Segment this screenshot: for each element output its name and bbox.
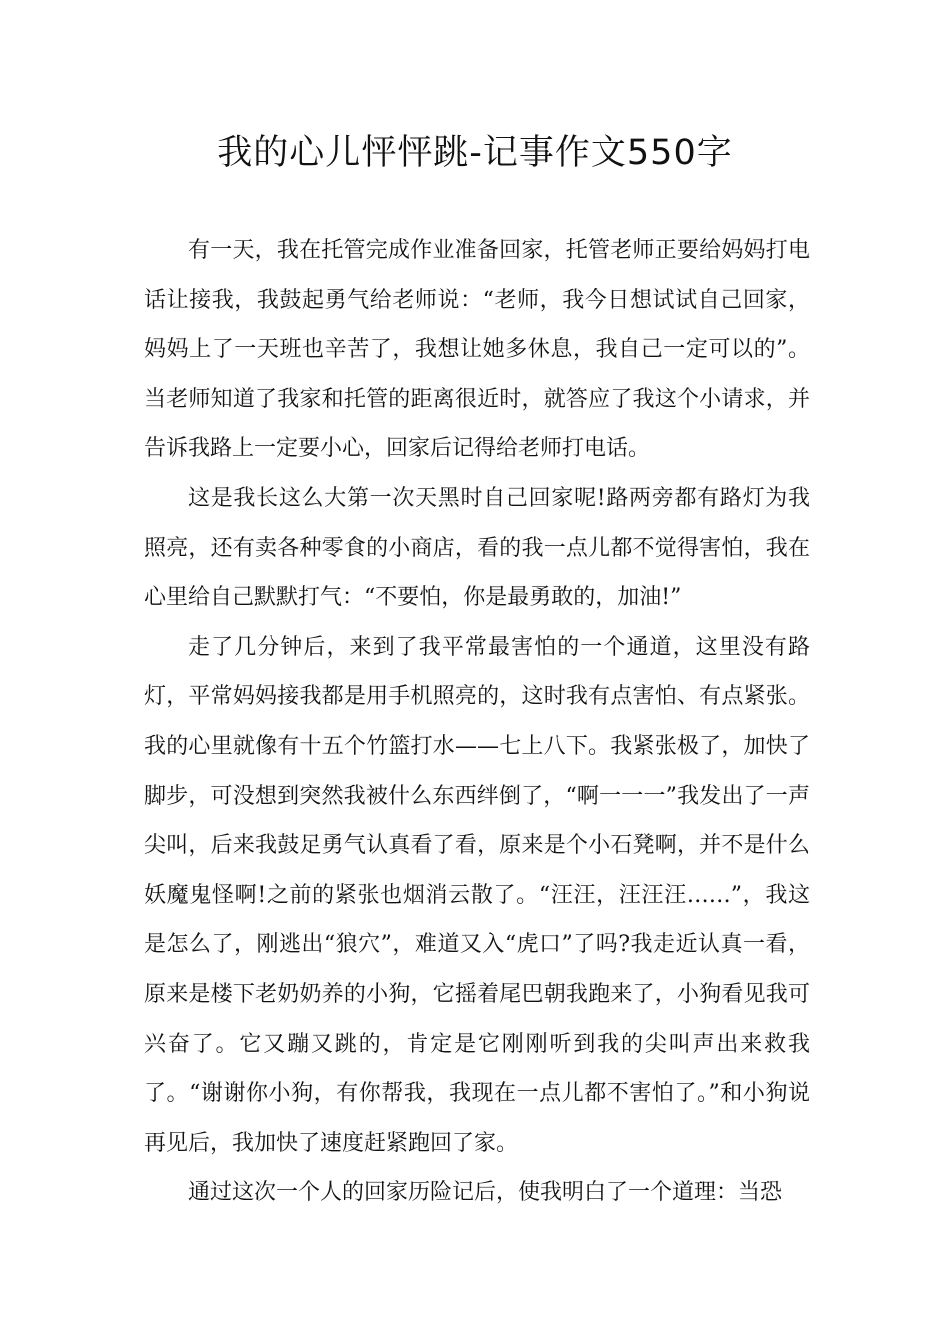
- paragraph-1: 有一天，我在托管完成作业准备回家，托管老师正要给妈妈打电话让接我，我鼓起勇气给老师说：“老师，我今日想试试自己回家，妈妈上了一天班也辛苦了，我想让她多休息，我自己一定可以的”。当老师知道了我家和托管的距离很近时，就答应了我这个小请求，并告诉我路上一定要小心，回家后记得给老师打电话。: [144, 238, 810, 462]
- paragraph-2: 这是我长这么大第一次天黑时自己回家呢!路两旁都有路灯为我照亮，还有卖各种零食的小商店，看的我一点儿都不觉得害怕，我在心里给自己默默打气：“不要怕，你是最勇敢的，加油!”: [144, 485, 810, 611]
- document-title: 我的心儿怦怦跳-记事作文550字: [217, 133, 733, 173]
- paragraph-4: 通过这次一个人的回家历险记后，使我明白了一个道理：当恐: [188, 1180, 783, 1206]
- paragraph-3: 走了几分钟后，来到了我平常最害怕的一个通道，这里没有路灯，平常妈妈接我都是用手机照亮的，这时我有点害怕、有点紧张。我的心里就像有十五个竹篮打水——七上八下。我紧张极了，加快了脚步，可没想到突然我被什么东西绊倒了，“啊一一一”我发出了一声尖叫，后来我鼓足勇气认真看了看，原来是个小石凳啊，并不是什么妖魔鬼怪啊!之前的紧张也烟消云散了。“汪汪，汪汪汪……”，我这是怎么了，刚逃出“狼穴”，难道又入“虎口”了吗?我走近认真一看，原来是楼下老奶奶养的小狗，它摇着尾巴朝我跑来了，小狗看见我可兴奋了。它又蹦又跳的，肯定是它刚刚听到我的尖叫声出来救我了。“谢谢你小狗，有你帮我，我现在一点儿都不害怕了。”和小狗说再见后，我加快了速度赶紧跑回了家。: [144, 634, 810, 1156]
- document-body: [144, 226, 810, 1218]
